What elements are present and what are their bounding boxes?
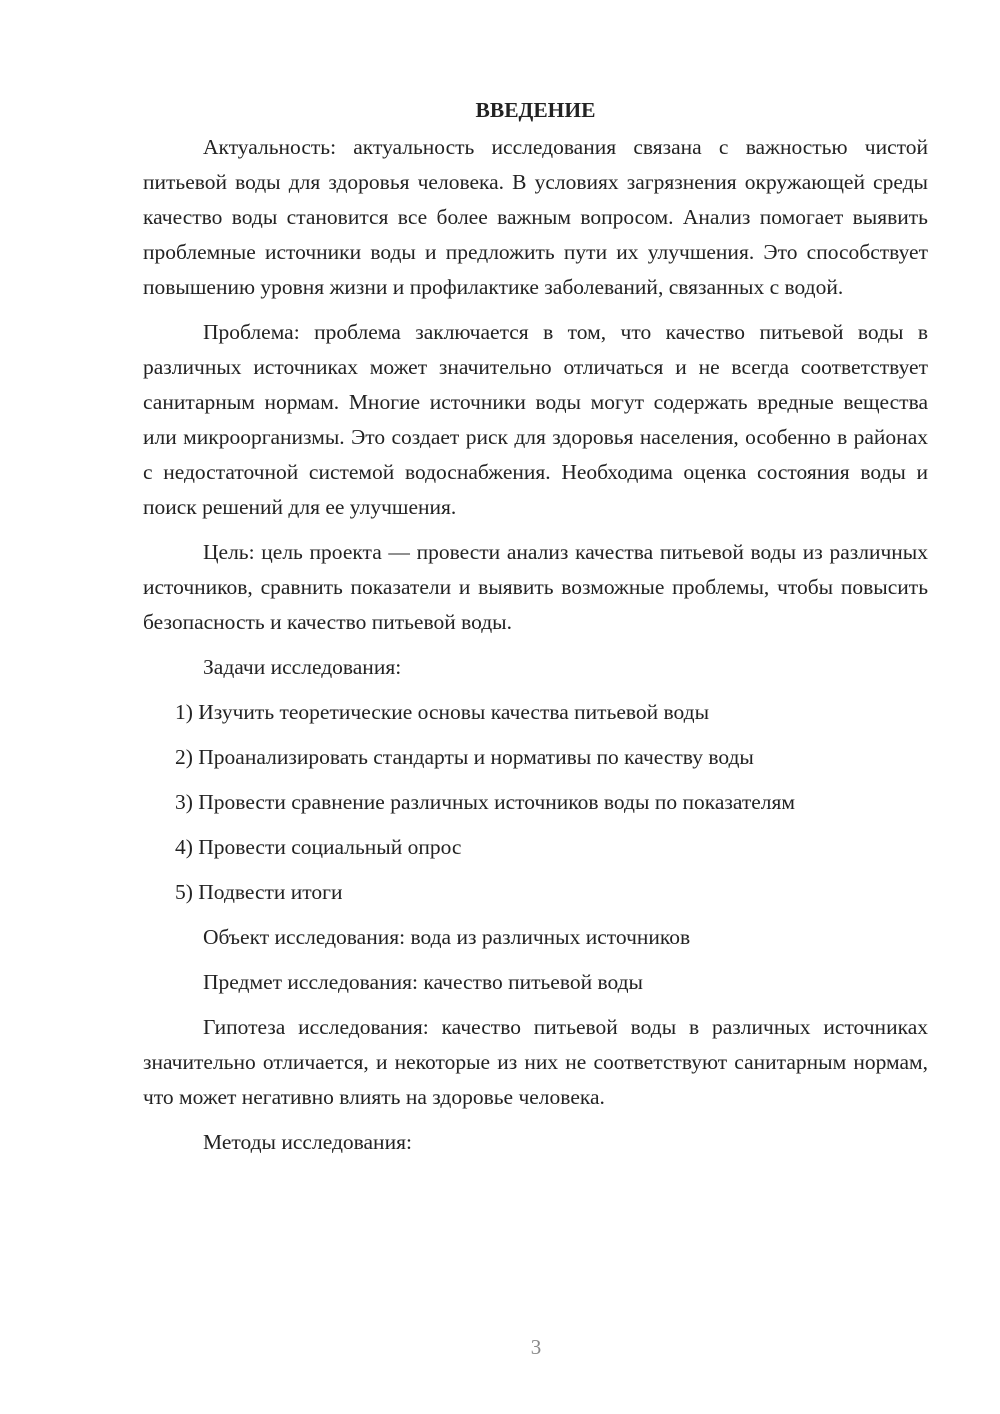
goal-paragraph: Цель: цель проекта — провести анализ качества питьевой воды из различных источников, сравнить показатели и выявить возможные проблемы, чтобы повысить безопасность и качество питьевой воды.	[143, 540, 928, 634]
subject-line: Предмет исследования: качество питьевой воды	[203, 970, 643, 994]
task-item: 2) Проанализировать стандарты и нормативы по качеству воды	[175, 745, 754, 769]
relevance-paragraph: Актуальность: актуальность исследования связана с важностью чистой питьевой воды для здоровья человека. В условиях загрязнения окружающей среды качество воды становится все более важным вопросом. Анализ помогает выявить проблемные источники воды и предложить пути их улучшения. Это способствует повышению уровня жизни и профилактике заболеваний, связанных с водой.	[143, 135, 928, 299]
problem-paragraph: Проблема: проблема заключается в том, что качество питьевой воды в различных источниках может значительно отличаться и не всегда соответствует санитарным нормам. Многие источники воды могут содержать вредные вещества или микроорганизмы. Это создает риск для здоровья населения, особенно в районах с недостаточной системой водоснабжения. Необходима оценка состояния воды и поиск решений для ее улучшения.	[143, 320, 928, 519]
section-title: ВВЕДЕНИЕ	[475, 98, 596, 122]
task-item: 1) Изучить теоретические основы качества питьевой воды	[175, 700, 710, 724]
page-number: 3	[530, 1335, 542, 1359]
tasks-heading: Задачи исследования:	[203, 655, 402, 679]
document-page	[143, 93, 928, 1170]
object-line: Объект исследования: вода из различных источников	[203, 925, 691, 949]
task-item: 3) Провести сравнение различных источников воды по показателям	[175, 790, 796, 814]
task-item: 4) Провести социальный опрос	[175, 835, 462, 859]
hypothesis-paragraph: Гипотеза исследования: качество питьевой воды в различных источниках значительно отличается, и некоторые из них не соответствуют санитарным нормам, что может негативно влиять на здоровье человека.	[143, 1015, 928, 1109]
methods-heading: Методы исследования:	[203, 1130, 412, 1154]
task-item: 5) Подвести итоги	[175, 880, 343, 904]
